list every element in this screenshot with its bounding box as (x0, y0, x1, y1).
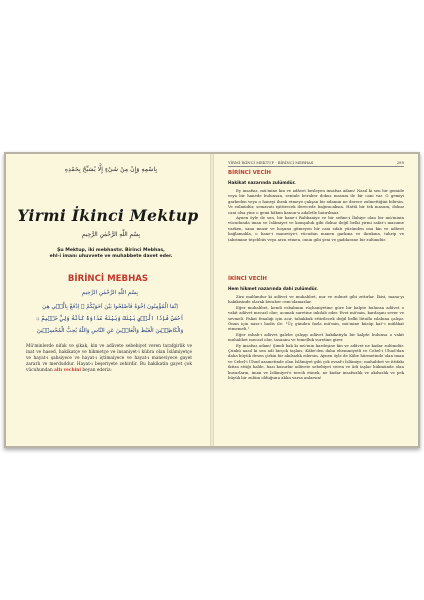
section-1-text (228, 188, 404, 242)
chapter-title: Yirmi İkinci Mektup (17, 206, 199, 225)
section-1-subtitle: Hakikat nazarında zulümdür. (228, 180, 296, 185)
section-2-paragraph-2: Eğer muhabbet, kendi esbabının rüçhaniyetine göre bir kalpte bulunsa adâvet o vakit adâvet mecazî olur; acımak suretine inkılab eder. Evet mü'min, kardaşını sever ve sevmeli. Fakat fenalığı için acır, tahakkuk ettirilecek değil belki lütufla ıslahına çalışır. Onun için nass-ı hadis ile: "Üç günden fazla mü'min, mü'mine küsüp kat'-ı mülâkat etmemeli." (228, 304, 404, 332)
basmala-2: بِسْمِ اللّٰهِ الرَّحْمٰنِ الرَّحِيمِ (81, 290, 139, 296)
basmala-header: بِاسْمِهِ وَإِنْ مِنْ شَيْءٍ إِلَّا يُسَبِّحُ بِحَمْدِهِ (64, 166, 158, 173)
section-2-subtitle: Hem hikmet nazarında dahi zulümdür. (228, 286, 318, 291)
page-number: 289 (396, 160, 404, 165)
body-end: beyan ederiz: (82, 367, 112, 373)
chapter-intro (36, 248, 186, 260)
mebhas-title: BİRİNCİ MEBHAS (67, 274, 149, 284)
verse-line-1: اِنَّمَا الْمُؤْمِنُونَ اِخْوَةٌ فَاَصْلِحُوا بَيْنَ اَخَوَيْكُمْ ۞ اِدْفَعْ بِالَّت۪ي هِيَ (42, 304, 178, 310)
intro-line-2: ehl-i imanı uhuvvete ve muhabbete davet eder. (49, 254, 173, 260)
section-2-paragraph-4: Ey insafsız adam! Şimdi bak ki mü'min kardeşine kin ve adâvet ne kadar zulümdür. Çünkü nasıl ki sen adi birçok taşları, Kâbe'den daha ehemmiyetli ve Cebel-i Uhud'dan daha büyük desen çirkin bir akılsızlık edersin. Aynen öyle de Kâbe hürmetinde olan iman ve Cebel-i Uhud azametinde olan İslâmiyet gibi çok evsaf-ı İslâmiye; muhabbet ve ittifakı iktiza ettiği halde, bazı kusurlar adâvete sebebiyet veren ve âdi taşlar hükmünde olan kusurların, iman ve İslâmiyet'e tercih etmek, ne kadar insafsızlık ve akılsızlık ve pek büyük bir zulüm olduğunu aklın varsa anlarsın! (228, 342, 404, 381)
section-2-paragraph-1: Zira malûmdur ki adâvet ve muhabbet, nur ve zulmet gibi zıttırlar. İkisi, mana-yı hakikisinde olarak beraber cem'olamazlar. (228, 294, 404, 305)
header-title: YİRMİ İKİNCİ MEKTUP - BİRİNCİ MEBHAS (228, 160, 314, 165)
body-highlight: altı vechini (54, 367, 82, 373)
section-1-title: BİRİNCİ VECİH (228, 170, 271, 176)
section-2-paragraph-3: Eğer esbab-ı adâvet galebe çalışıp adâvet hakikatıyla bir kalpte bulunsa o vakit muhabbet mecazî olur, tasannu ve temelluk suretine girer. (228, 331, 404, 343)
intro-line-1: Şu Mektup, iki mebhastır. Birinci Mebhas, (57, 248, 165, 253)
section-1-paragraph-1: Ey insafsız, mü'mine kin ve adâvet besleyen insafsız adam! Nasıl ki sen bir gemide veya bir hanede bulunsan, seninle beraber dokuz masum ile bir cani var. O gemiyi garkeden veya o haneyi ihrak etmeye çalışan bir adamın ne derece zulmettiğini bilirsin. Ve zulmüdür, semavatı işittirecek derecede bağıracaksın. Hattâ bir tek masum, dokuz cani olsa yine o gemi hâkim kanun-u adaletle batırılmaz. (228, 188, 404, 215)
left-body-text (26, 344, 192, 374)
arabic-subtitle: بِسْمِ اللّٰهِ الرَّحْمٰنِ الرَّحِيمِ (81, 232, 141, 238)
section-2-title: İKİNCİ VECİH (228, 276, 267, 282)
section-2-text (228, 294, 404, 381)
section-1-paragraph-2: Aynen öyle de sen, bir hane-i Rabbaniye ve bir sefine-i İlahiye olan bir mü'minin vücudunda iman ve İslâmiyet ve komşuluk gibi dokuz değil belki yirmi safat-ı masume varken, sana muzır ve hoşuna gitmeyen bir cani sıfatı yüzünden ona kin ve adâvet bağlamakla, o hane-i maneviye-i vücudun manen garkına ve ihrakına, tahrip ve tahrimine teşebbüs veya arzu etmen, onun gibi şeni ve gaddarane bir zulümdür. (228, 215, 404, 242)
left-page (6, 154, 210, 446)
verse-line-3: وَالْكَاظِم۪ينَ الْغَيْظَ وَالْعَاف۪ينَ عَنِ النَّاسِ وَاللّٰهُ يُحِبُّ الْمُحْسِن۪ينَ (36, 328, 184, 334)
right-page (214, 154, 418, 446)
running-header (228, 160, 404, 167)
body-text: Mü'minlerde nifak ve şikak, kin ve adâvete sebebiyet veren tarafgirlik ve inat ve hased, hakikatçe ve hikmetçe ve insaniyet-i kübra olan İslâmiyetçe ve hayat-ı şahsiyece ve hayat-ı içtimaiyece ve hayat-ı maneviyece gayet zararlı ve merduddur. Hayat-ı beşeriyete zehirdir. Bu hakikatin gayet çok vücuhundan (26, 344, 192, 373)
book-spread (4, 152, 420, 448)
verse-line-2: اَحْسَنُ فَاِذَا الَّذ۪ي بَيْنَكَ وَبَيْنَهُ عَدَاوَةٌ كَاَنَّهُ وَلِيٌّ حَم۪يمٌ ۞ (36, 316, 184, 322)
